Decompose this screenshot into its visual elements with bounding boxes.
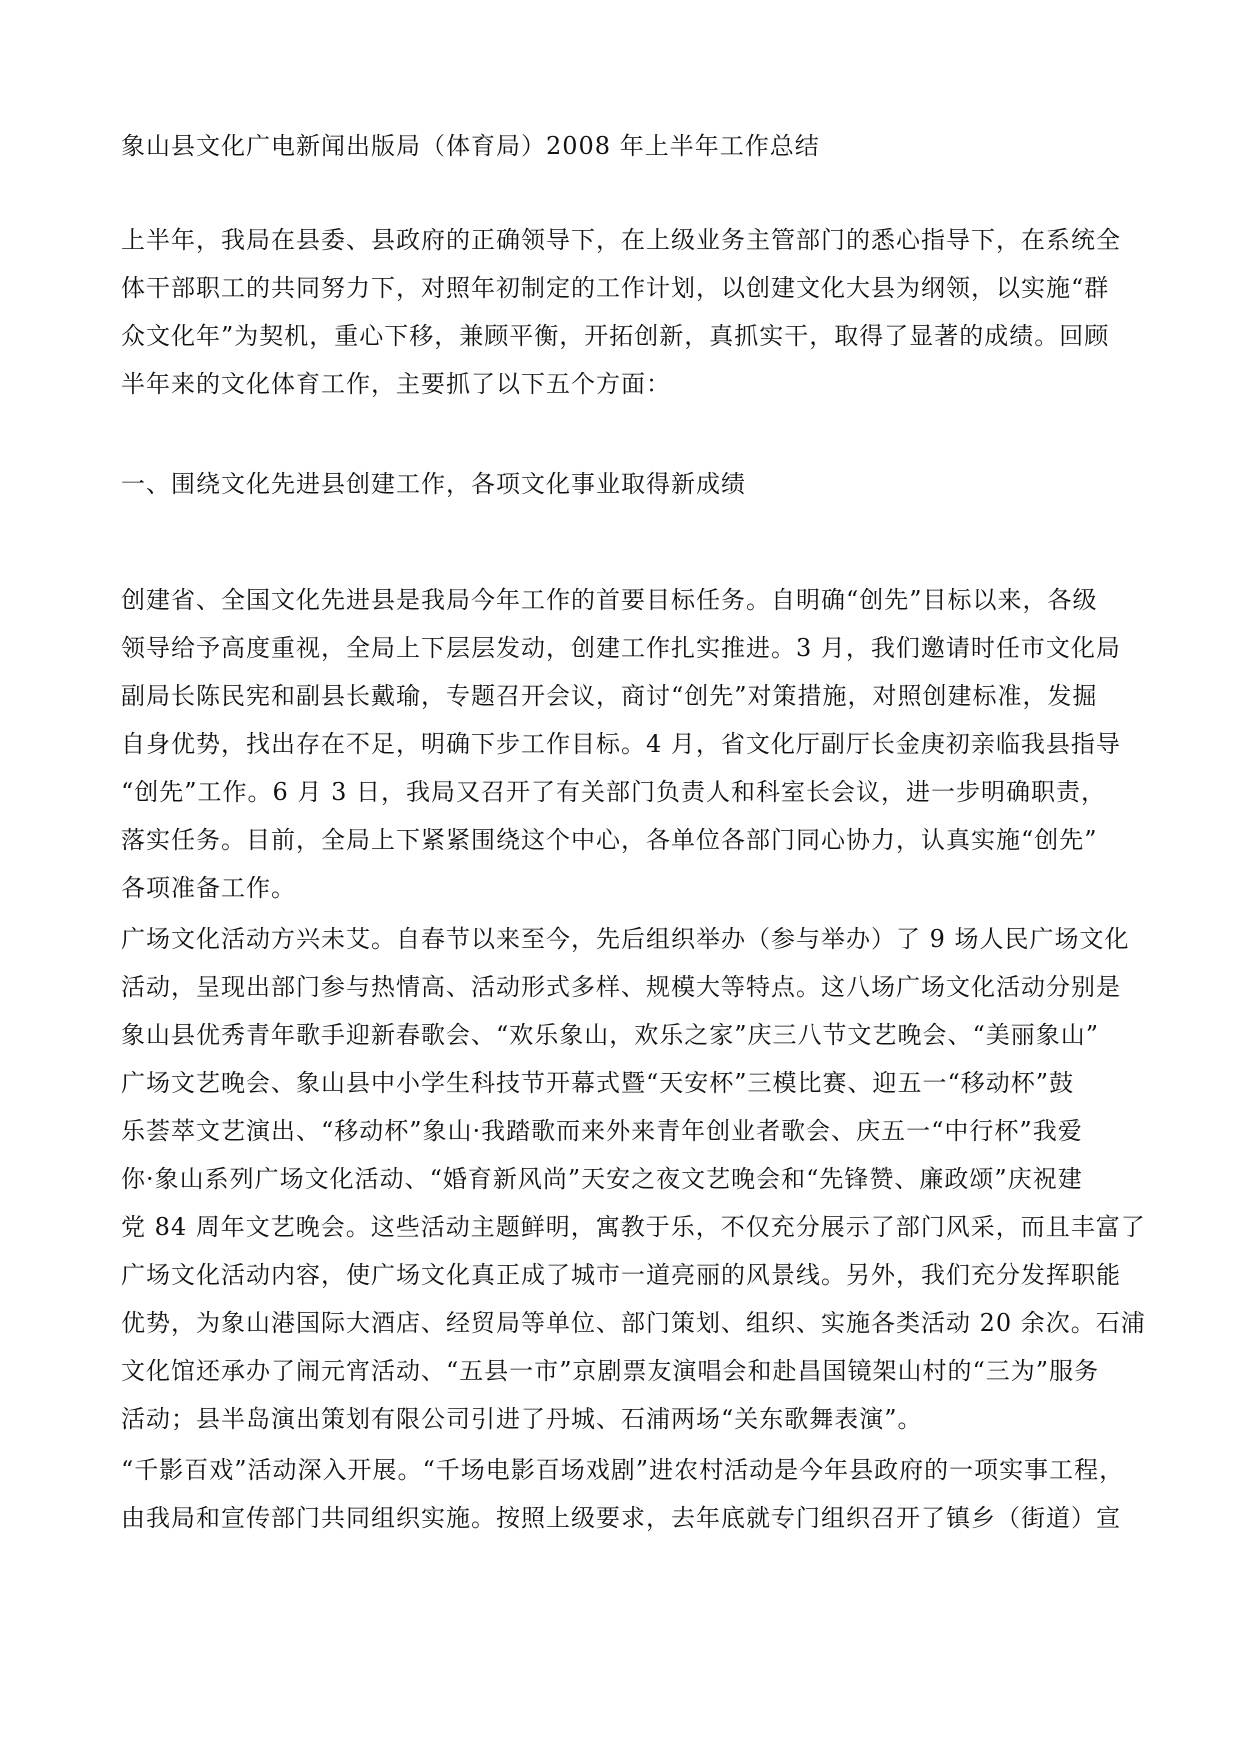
film-drama-paragraph	[121, 1446, 1125, 1542]
paragraph-line: 党 84 周年文艺晚会。这些活动主题鲜明，寓教于乐，不仅充分展示了部门风采，而且丰富了	[121, 1213, 1146, 1241]
intro-line: 众文化年”为契机，重心下移，兼顾平衡，开拓创新，真抓实干，取得了显著的成绩。回顾	[121, 322, 1110, 350]
section-heading	[121, 460, 1121, 508]
paragraph-line: 自身优势，找出存在不足，明确下步工作目标。4 月，省文化厅副厅长金庚初亲临我县指导	[121, 730, 1121, 758]
paragraph-line: 由我局和宣传部门共同组织实施。按照上级要求，去年底就专门组织召开了镇乡（街道）宣	[121, 1504, 1121, 1532]
paragraph-line: 领导给予高度重视，全局上下层层发动，创建工作扎实推进。3 月，我们邀请时任市文化局	[121, 634, 1121, 662]
title-line: 象山县文化广电新闻出版局（体育局）2008 年上半年工作总结	[121, 132, 820, 160]
paragraph-line: 副局长陈民宪和副县长戴瑜，专题召开会议，商讨“创先”对策措施，对照创建标准，发掘	[121, 682, 1098, 710]
paragraph-line: 活动；县半岛演出策划有限公司引进了丹城、石浦两场“关东歌舞表演”。	[121, 1405, 923, 1433]
square-culture-paragraph	[121, 915, 1146, 1443]
paragraph-line: 乐荟萃文艺演出、“移动杯”象山·我踏歌而来外来青年创业者歌会、庆五一“中行杯”我爱	[121, 1117, 1083, 1145]
paragraph-line: 广场文化活动方兴未艾。自春节以来至今，先后组织举办（参与举办）了 9 场人民广场文化	[121, 925, 1130, 953]
section-heading-line: 一、围绕文化先进县创建工作，各项文化事业取得新成绩	[121, 470, 746, 498]
intro-line: 体干部职工的共同努力下，对照年初制定的工作计划，以创建文化大县为纲领，以实施“群	[121, 274, 1110, 302]
paragraph-line: 落实任务。目前，全局上下紧紧围绕这个中心，各单位各部门同心协力，认真实施“创先”	[121, 826, 1098, 854]
paragraph-line: 你·象山系列广场文化活动、“婚育新风尚”天安之夜文艺晚会和“先锋赞、廉政颂”庆祝建	[121, 1165, 1083, 1193]
paragraph-line: 象山县优秀青年歌手迎新春歌会、“欢乐象山，欢乐之家”庆三八节文艺晚会、“美丽象山”	[121, 1021, 1100, 1049]
paragraph-line: 广场文艺晚会、象山县中小学生科技节开幕式暨“天安杯”三模比赛、迎五一“移动杯”鼓	[121, 1069, 1075, 1097]
paragraph-line: 活动，呈现出部门参与热情高、活动形式多样、规模大等特点。这八场广场文化活动分别是	[121, 973, 1121, 1001]
paragraph-line: “千影百戏”活动深入开展。“千场电影百场戏剧”进农村活动是今年县政府的一项实事工程，	[121, 1456, 1125, 1484]
paragraph-line: 创建省、全国文化先进县是我局今年工作的首要目标任务。自明确“创先”目标以来，各级	[121, 586, 1098, 614]
intro-paragraph	[121, 216, 1121, 408]
intro-line: 上半年，我局在县委、县政府的正确领导下，在上级业务主管部门的悉心指导下，在系统全	[121, 226, 1121, 254]
intro-line: 半年来的文化体育工作，主要抓了以下五个方面：	[121, 370, 671, 398]
paragraph-line: 各项准备工作。	[121, 874, 296, 902]
create-advanced-county-paragraph	[121, 576, 1121, 912]
paragraph-line: “创先”工作。6 月 3 日，我局又召开了有关部门负责人和科室长会议，进一步明确职责，	[121, 778, 1106, 806]
paragraph-line: 文化馆还承办了闹元宵活动、“五县一市”京剧票友演唱会和赴昌国镜架山村的“三为”服务	[121, 1357, 1100, 1385]
paragraph-line: 广场文化活动内容，使广场文化真正成了城市一道亮丽的风景线。另外，我们充分发挥职能	[121, 1261, 1121, 1289]
paragraph-line: 优势，为象山港国际大酒店、经贸局等单位、部门策划、组织、实施各类活动 20 余次。石浦	[121, 1309, 1146, 1337]
document-title	[121, 122, 1121, 170]
